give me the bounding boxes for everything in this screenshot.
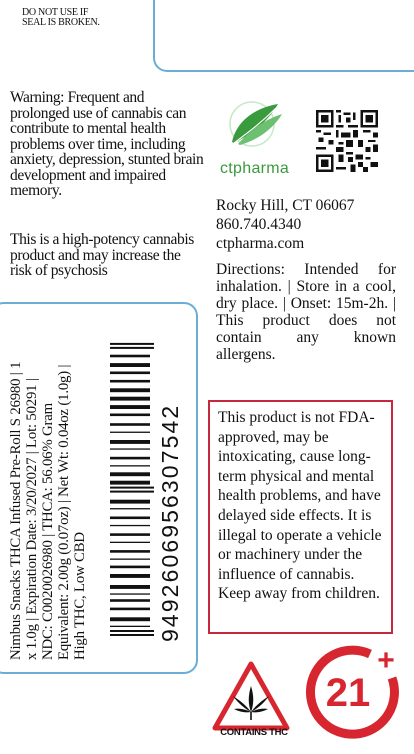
barcode-bar (110, 559, 150, 560)
barcode-bar (110, 343, 154, 345)
barcode-bar (110, 593, 150, 594)
brand-name: ctpharma (220, 160, 290, 177)
website: ctpharma.com (216, 235, 305, 252)
city-line: Rocky Hill, CT 06067 (216, 197, 355, 214)
barcode-bar (110, 617, 150, 621)
contains-thc-label: CONTAINS THC (220, 727, 288, 738)
barcode-bar (110, 355, 150, 358)
potency-warning: This is a high-potency cannabis product and may increase the risk of psychosis (10, 231, 194, 279)
barcode-bar (110, 347, 154, 349)
barcode-bar (110, 472, 150, 476)
usage-directions: Directions: Intended for inhalation. | Store in a cool, dry place. | Onset: 15m-2h. | This product does not contain any known allergens. (216, 261, 396, 363)
barcode-bar (110, 630, 154, 632)
barcode-bar (110, 508, 150, 509)
barcode-bar (110, 574, 150, 578)
barcode-bar (110, 517, 150, 520)
top-label-border (153, 0, 414, 72)
seal-notice (22, 8, 142, 28)
age-plus-text: + (377, 644, 395, 677)
barcode-bar (110, 372, 150, 375)
phone-number: 860.740.4340 (216, 216, 302, 233)
barcode-bar (110, 491, 154, 493)
age-21-text: 21 (325, 671, 371, 715)
seal-notice-line2: SEAL IS BROKEN. (22, 17, 100, 28)
barcode-bar (110, 634, 154, 636)
barcode-bar (110, 440, 150, 444)
product-description: Nimbus Snacks THCA Infused Pre-Roll S 26980 | 1 x 1.0g | Expiration Date: 3/20/2027 | Lot: 50291 | NDC: C0020026980 | THCA: 56.06% Gram Equivalent: 2.00g (0.07oz) | Net Wt: 0.04oz (1.0g) | High THC, Low CBD (8, 361, 88, 660)
qr-code-icon[interactable] (316, 110, 378, 172)
barcode-bar (110, 481, 150, 485)
barcode-bar (110, 500, 150, 504)
barcode-bar (110, 414, 150, 417)
barcode-bar (110, 405, 150, 409)
barcode-bar (110, 432, 150, 433)
barcode-bar (110, 363, 150, 367)
barcode-bar (110, 487, 154, 489)
seal-notice-line1: DO NOT USE IF (22, 7, 89, 18)
barcode-bar (110, 608, 150, 611)
age-21-plus-icon (304, 640, 404, 740)
barcode-bar (110, 397, 150, 401)
product-info-panel (6, 308, 196, 660)
contact-info (216, 196, 406, 253)
barcode-bar (110, 585, 150, 589)
fda-warning-box (208, 400, 393, 634)
barcode-bar (110, 566, 150, 569)
barcode-bar (110, 423, 150, 426)
barcode-bar (110, 542, 150, 543)
barcode-bar (110, 525, 150, 526)
fda-warning-text: This product is not FDA-approved, may be intoxicating, cause long-term physical and mental health problems, and have delayed side effects. It is illegal to operate a vehicle or machinery under the influence of cannabis. Keep away from children. (218, 409, 382, 603)
barcode-bar (110, 465, 150, 466)
barcode-bar (110, 380, 150, 383)
mental-health-warning: Warning: Frequent and prolonged use of cannabis can contribute to mental health problems over time, including anxiety, depression, stunted brain development and impaired memory. (10, 89, 204, 199)
barcode-bar (110, 448, 150, 449)
barcode-bar (110, 550, 150, 553)
barcode-number: 949260695630754​2 (157, 403, 183, 642)
barcode-bar (110, 457, 150, 460)
barcode-bar (110, 533, 150, 536)
barcode-bar (110, 626, 150, 627)
barcode-bar (110, 388, 150, 392)
barcode-bar (110, 599, 150, 602)
barcode (110, 338, 154, 638)
